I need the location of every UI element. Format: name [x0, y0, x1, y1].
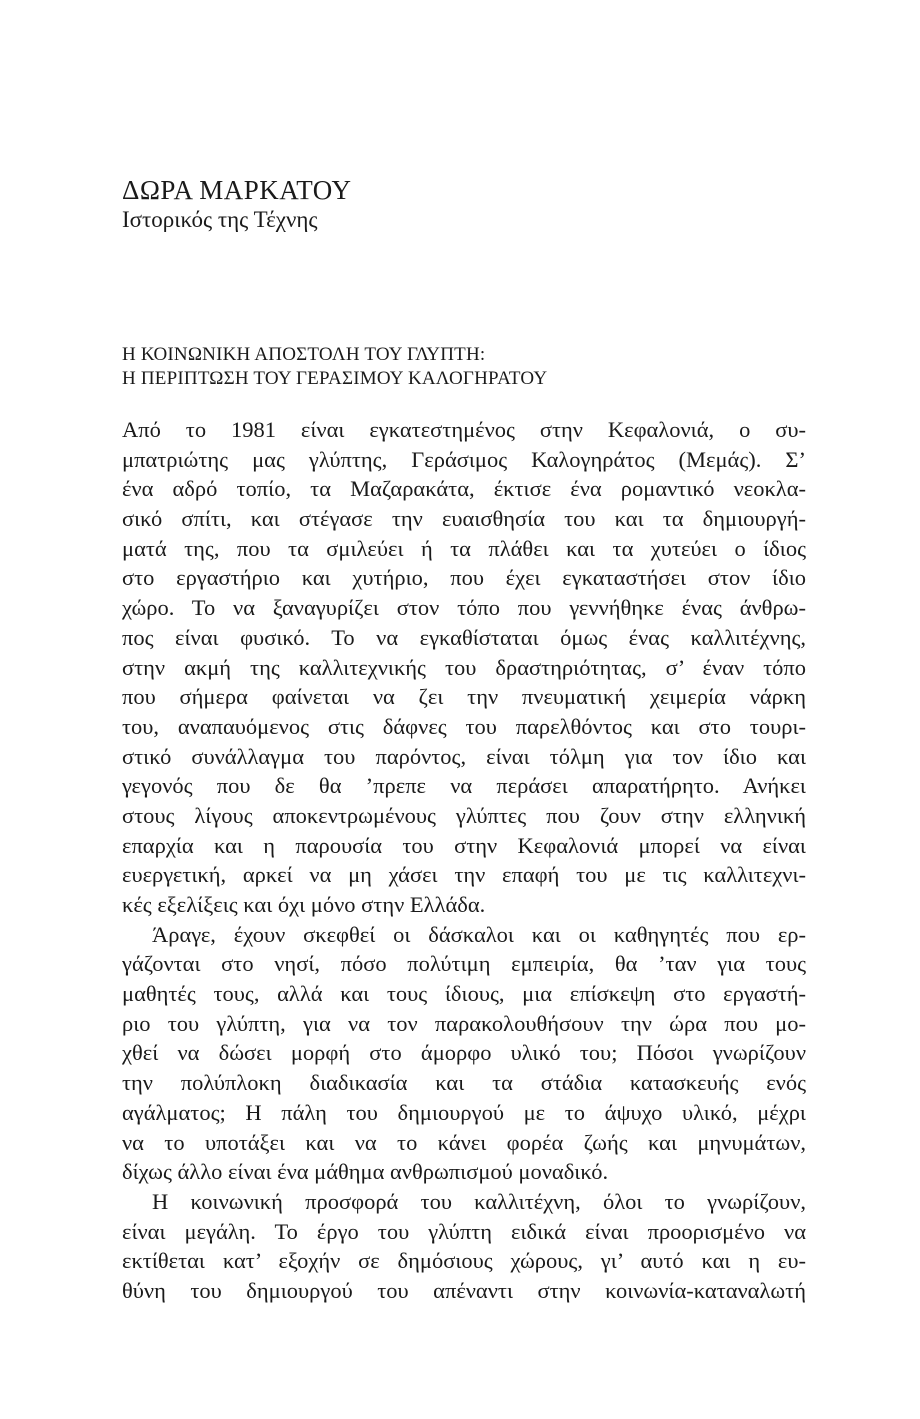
text-line: Η κοινωνική προσφορά του καλλιτέχνη, όλοι το γνωρίζουν,	[152, 1188, 806, 1214]
text-line: χώρο. Το να ξαναγυρίζει στον τόπο που γεννήθηκε ένας άνθρω-	[122, 595, 806, 621]
author-name: ΔΩΡΑ ΜΑΡΚΑΤΟΥ	[122, 175, 352, 205]
text-line: χθεί να δώσει μορφή στο άμορφο υλικό του; Πόσοι γνωρίζουν	[122, 1040, 806, 1066]
text-line: του, αναπαυόμενος στις δάφνες του παρελθόντος και στο τουρι-	[122, 713, 806, 739]
text-line: επαρχία και η παρουσία του στην Κεφαλονιά μπορεί να είναι	[122, 832, 806, 858]
text-line: να το υποτάξει και να το κάνει φορέα ζωής και μηνυμάτων,	[122, 1129, 806, 1155]
text-line: ματά της, που τα σμιλεύει ή τα πλάθει και τα χυτεύει ο ίδιος	[122, 535, 806, 561]
article-body	[122, 415, 806, 1306]
text-line: θύνη του δημιουργού του απέναντι στην κοινωνία-καταναλωτή	[122, 1277, 806, 1303]
paragraph	[122, 920, 806, 1187]
text-line: Από το 1981 είναι εγκατεστημένος στην Κεφαλονιά, ο συ-	[122, 417, 806, 442]
paragraph	[122, 1187, 806, 1306]
text-line: στο εργαστήριο και χυτήριο, που έχει εγκαταστήσει στον ίδιο	[122, 565, 806, 591]
text-line: ευεργετική, αρκεί να μη χάσει την επαφή του με τις καλλιτεχνι-	[122, 862, 806, 888]
text-line: εκτίθεται κατ’ εξοχήν σε δημόσιους χώρους, γι’ αυτό και η ευ-	[122, 1248, 806, 1274]
text-line: δίχως άλλο είναι ένα μάθημα ανθρωπισμού μοναδικό.	[122, 1159, 609, 1185]
text-line: πος είναι φυσικό. Το να εγκαθίσταται όμως ένας καλλιτέχνης,	[122, 624, 806, 650]
text-line: γάζονται στο νησί, πόσο πολύτιμη εμπειρία, θα ’ταν για τους	[122, 951, 806, 977]
text-line: είναι μεγάλη. Το έργο του γλύπτη ειδικά είναι προορισμένο να	[122, 1218, 806, 1244]
text-line: σικό σπίτι, και στέγασε την ευαισθησία του και τα δημιουργή-	[122, 506, 806, 532]
text-line: κές εξελίξεις και όχι μόνο στην Ελλάδα.	[122, 892, 486, 917]
article-title	[122, 343, 547, 391]
text-line: την πολύπλοκη διαδικασία και τα στάδια κατασκευής ενός	[122, 1070, 806, 1096]
text-line: που σήμερα φαίνεται να ζει την πνευματική χειμερία νάρκη	[122, 684, 806, 710]
text-line: αγάλματος; Η πάλη του δημιουργού με το άψυχο υλικό, μέχρι	[122, 1099, 806, 1125]
text-line: γεγονός που δε θα ’πρεπε να περάσει απαρατήρητο. Ανήκει	[122, 773, 806, 799]
article-title-line-2: Η ΠΕΡΙΠΤΩΣΗ ΤΟΥ ΓΕΡΑΣΙΜΟΥ ΚΑΛΟΓΗΡΑΤΟΥ	[122, 368, 548, 389]
text-line: Άραγε, έχουν σκεφθεί οι δάσκαλοι και οι καθηγητές που ερ-	[152, 921, 806, 947]
text-line: μπατριώτης μας γλύπτης, Γεράσιμος Καλογηράτος (Μεμάς). Σ’	[122, 446, 806, 472]
text-line: ριο του γλύπτη, για να τον παρακολουθήσουν την ώρα που μο-	[122, 1010, 806, 1036]
text-line: στην ακμή της καλλιτεχνικής του δραστηριότητας, σ’ έναν τόπο	[122, 654, 806, 680]
author-role: Ιστορικός της Τέχνης	[122, 207, 318, 232]
text-line: ένα αδρό τοπίο, τα Μαζαρακάτα, έκτισε ένα ρομαντικό νεοκλα-	[122, 476, 806, 502]
paragraph	[122, 415, 806, 920]
text-line: μαθητές τους, αλλά και τους ίδιους, μια επίσκεψη στο εργαστή-	[122, 981, 806, 1007]
text-line: στικό συνάλλαγμα του παρόντος, είναι τόλμη για τον ίδιο και	[122, 743, 806, 769]
article-title-line-1: Η ΚΟΙΝΩΝΙΚΗ ΑΠΟΣΤΟΛΗ ΤΟΥ ΓΛΥΠΤΗ:	[122, 344, 486, 365]
text-line: στους λίγους αποκεντρωμένους γλύπτες που ζουν στην ελληνική	[122, 802, 806, 828]
